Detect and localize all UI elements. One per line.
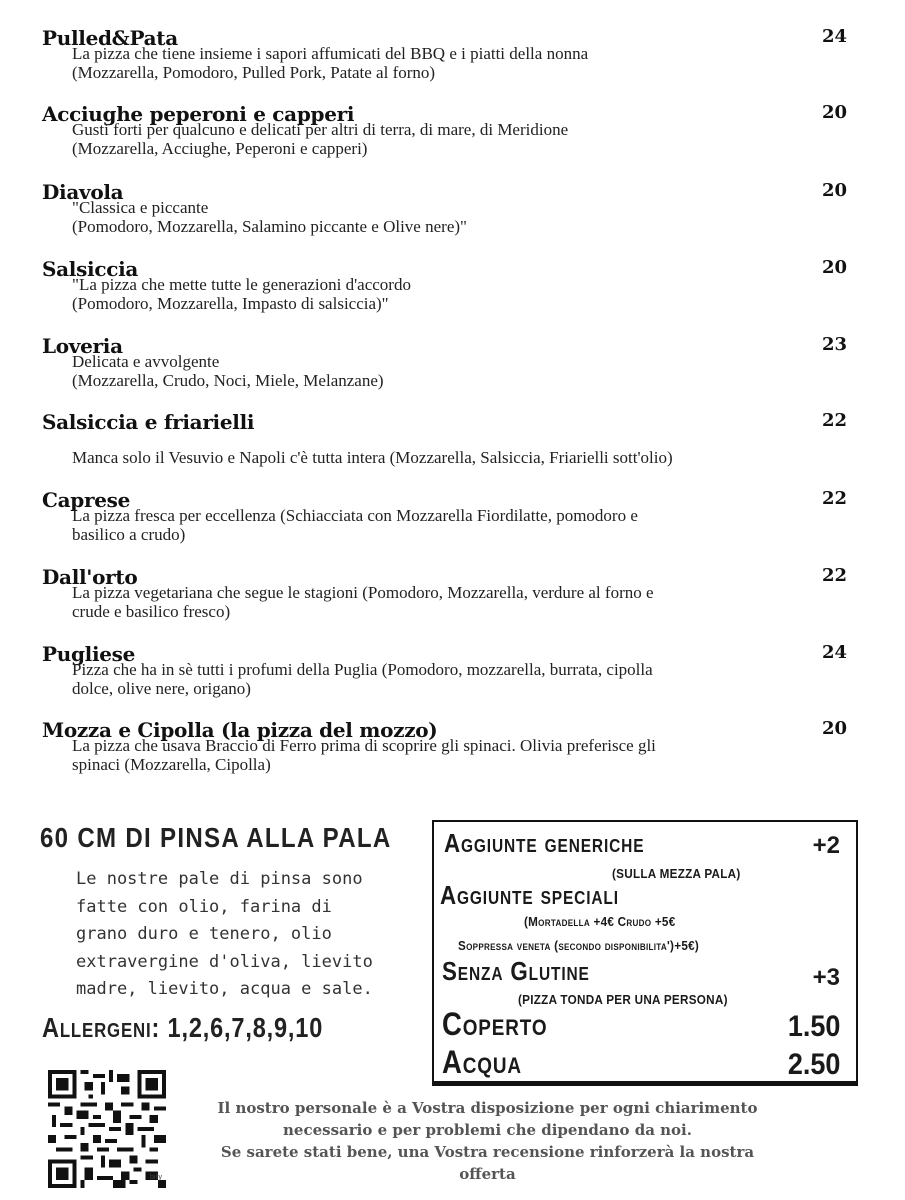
item-price: 22 — [821, 410, 847, 431]
item-description: Manca solo il Vesuvio e Napoli c'è tutta intera (Mozzarella, Salsiccia, Friarielli sott'olio) — [72, 448, 673, 467]
item-name: Caprese — [42, 488, 131, 512]
item-name: Salsiccia e friarielli — [42, 410, 255, 434]
extra-special-note: (Mortadella +4€ Crudo +5€ — [524, 914, 676, 929]
extra-generic-note: (SULLA MEZZA PALA) — [612, 866, 741, 881]
item-description: Gusti forti per qualcuno e delicati per altri di terra, di mare, di Meridione (Mozzarella, Acciughe, Peperoni e capperi) — [72, 120, 569, 158]
item-name: Loveria — [42, 334, 123, 358]
item-price: 20 — [821, 180, 847, 201]
item-name: Acciughe peperoni e capperi — [42, 102, 355, 126]
extra-generic-price: +2 — [812, 832, 840, 859]
item-name: Pugliese — [42, 642, 136, 666]
extras-box — [432, 820, 858, 1086]
item-price: 22 — [821, 565, 847, 586]
extra-gluten-label: Senza Glutine — [442, 956, 590, 986]
item-name: Salsiccia — [42, 257, 139, 281]
item-description: "La pizza che mette tutte le generazioni d'accordo (Pomodoro, Mozzarella, Impasto di salsiccia)" — [72, 275, 411, 313]
extra-generic-label: Aggiunte generiche — [444, 828, 645, 858]
footer-line: Se sarete stati bene, una Vostra recensione rinforzerà la nostra — [220, 1143, 755, 1161]
qr-caption: billy — [150, 1174, 163, 1181]
acqua-label: Acqua — [442, 1044, 522, 1080]
item-price: 20 — [821, 257, 847, 278]
pinsa-description: Le nostre pale di pinsa sono fatte con olio, farina di grano duro e tenero, olio extravergine d'oliva, lievito madre, lievito, acqua e sale. — [76, 869, 373, 999]
item-price: 24 — [821, 26, 847, 47]
footer-note — [190, 1097, 785, 1185]
qr-code-icon[interactable] — [48, 1070, 166, 1188]
item-price: 23 — [821, 334, 847, 355]
extra-special-label: Aggiunte speciali — [440, 880, 619, 910]
item-price: 20 — [821, 102, 847, 123]
item-name: Diavola — [42, 180, 124, 204]
item-price: 24 — [821, 642, 847, 663]
pinsa-title: 60 CM DI PINSA ALLA PALA — [40, 822, 392, 853]
item-description: "Classica e piccante (Pomodoro, Mozzarella, Salamino piccante e Olive nere)" — [72, 198, 467, 236]
item-description: La pizza che tiene insieme i sapori affumicati del BBQ e i piatti della nonna (Mozzarella, Pomodoro, Pulled Pork, Patate al forno) — [72, 44, 589, 82]
item-description: Delicata e avvolgente (Mozzarella, Crudo, Noci, Miele, Melanzane) — [72, 352, 384, 390]
item-description: La pizza fresca per eccellenza (Schiacciata con Mozzarella Fiordilatte, pomodoro e basilico a crudo) — [72, 506, 638, 544]
item-description: La pizza vegetariana che segue le stagioni (Pomodoro, Mozzarella, verdure al forno e crude e basilico fresco) — [72, 583, 654, 621]
coperto-price: 1.50 — [787, 1010, 840, 1043]
coperto-label: Coperto — [442, 1006, 548, 1042]
extra-gluten-price: +3 — [812, 964, 840, 991]
footer-line: necessario e per problemi che dipendano da noi. — [283, 1121, 692, 1139]
footer-line: Il nostro personale è a Vostra disposizione per ogni chiarimento — [217, 1099, 758, 1117]
extra-special-note-2: Soppressa veneta (secondo disponibilita')+5€) — [458, 938, 700, 953]
allergens-list: Allergeni: 1,2,6,7,8,9,10 — [42, 1012, 324, 1043]
item-name: Dall'orto — [42, 565, 138, 589]
acqua-price: 2.50 — [787, 1048, 840, 1081]
footer-line: offerta — [459, 1165, 516, 1183]
item-description: Pizza che ha in sè tutti i profumi della Puglia (Pomodoro, mozzarella, burrata, cipolla dolce, olive nere, origano) — [72, 660, 653, 698]
item-name: Pulled&Pata — [42, 26, 178, 50]
item-price: 22 — [821, 488, 847, 509]
item-name: Mozza e Cipolla (la pizza del mozzo) — [42, 718, 438, 742]
item-description: La pizza che usava Braccio di Ferro prima di scoprire gli spinaci. Olivia preferisce gli spinaci (Mozzarella, Cipolla) — [72, 736, 656, 774]
item-price: 20 — [821, 718, 847, 739]
extra-gluten-note: (PIZZA TONDA PER UNA PERSONA) — [518, 992, 728, 1007]
